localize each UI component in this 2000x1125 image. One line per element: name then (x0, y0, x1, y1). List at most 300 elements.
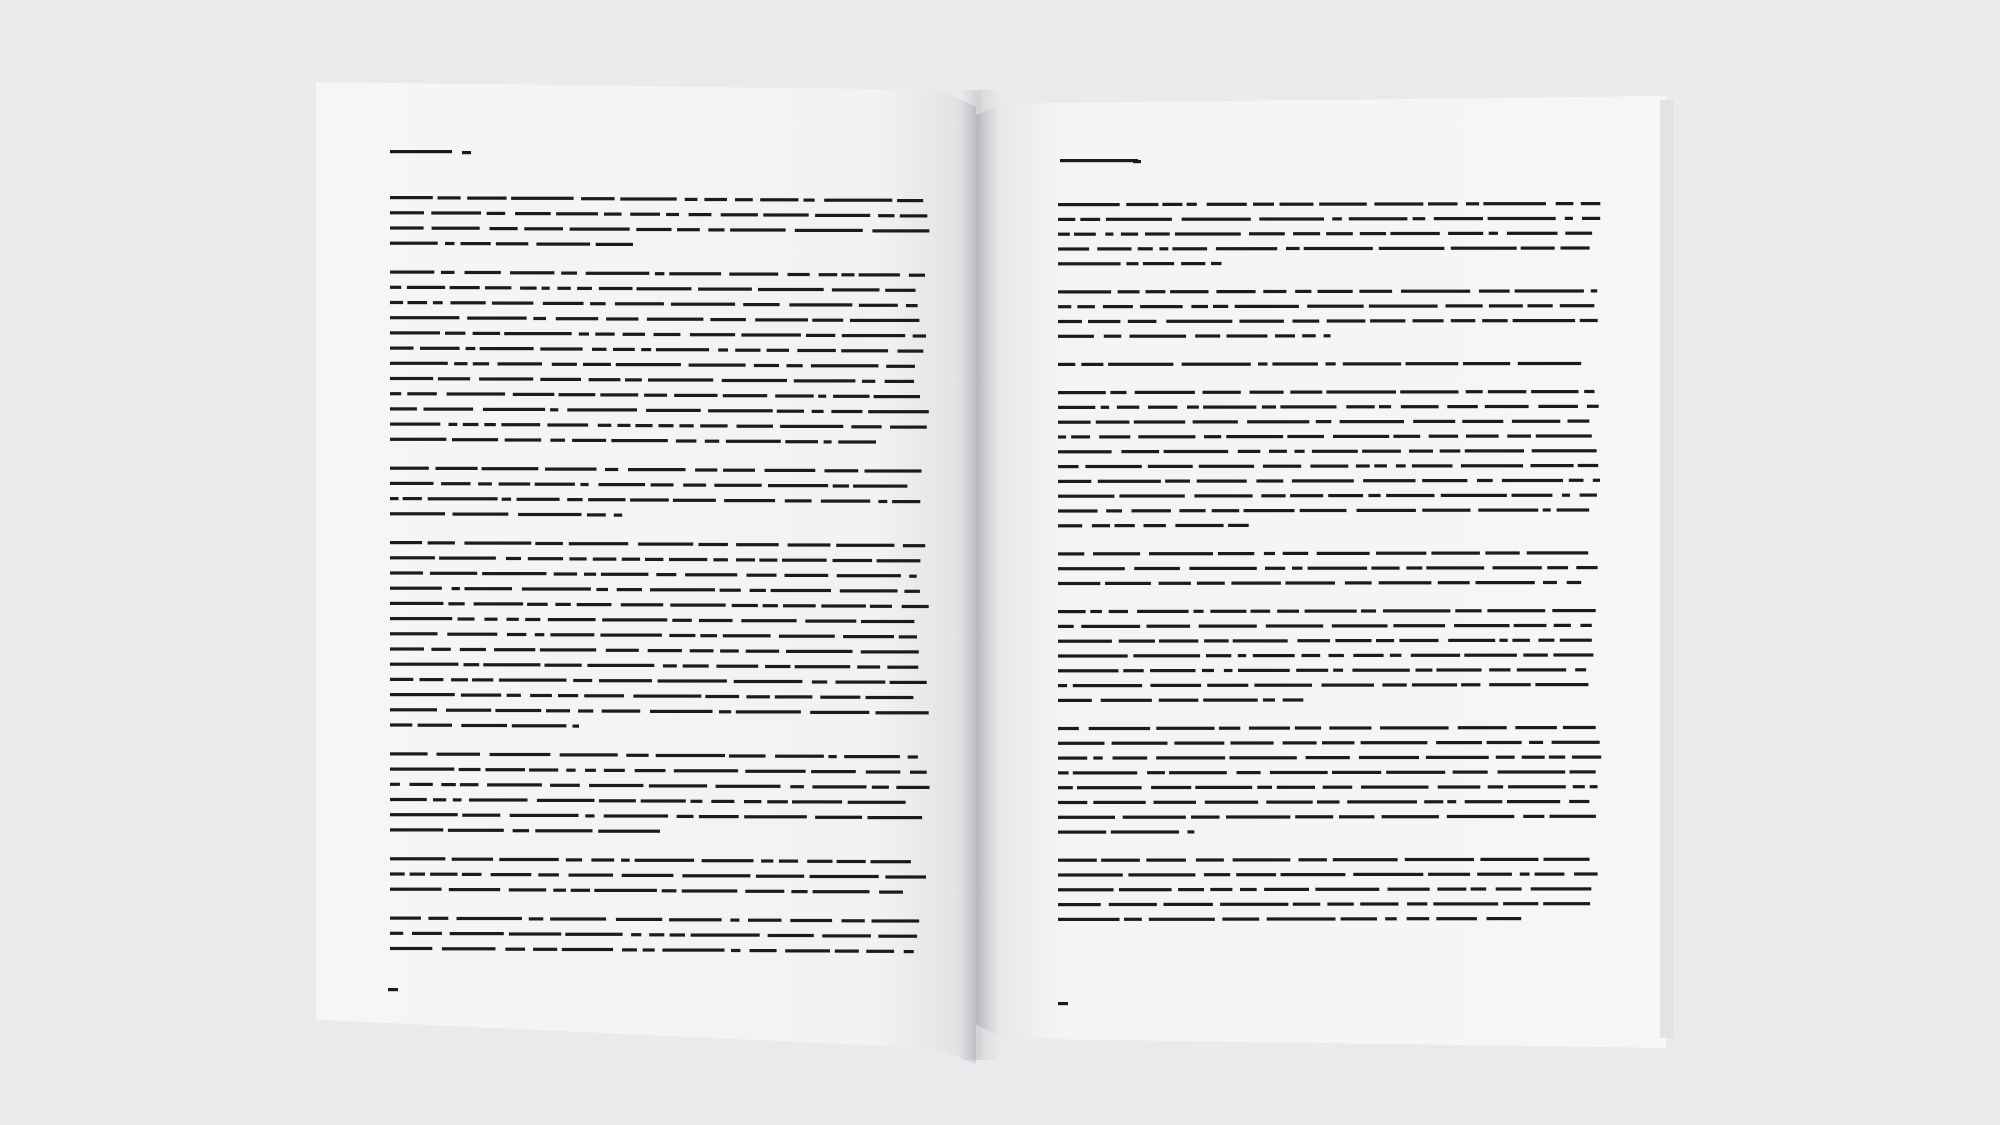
text-bar (635, 769, 666, 772)
text-bar (412, 932, 442, 935)
text-bar (487, 783, 542, 786)
text-bar (502, 498, 511, 501)
text-bar (390, 423, 440, 426)
text-bar (833, 395, 869, 398)
text-bar (671, 303, 735, 306)
text-bar (1341, 917, 1377, 920)
text-bar (1148, 465, 1193, 468)
text-bar (540, 378, 581, 381)
text-bar (1300, 509, 1347, 512)
text-bar (896, 786, 929, 789)
text-bar (1149, 552, 1213, 555)
text-bar (635, 424, 652, 427)
text-bar (862, 380, 875, 383)
text-bar (1227, 334, 1268, 337)
text-bar (1263, 290, 1286, 293)
text-bar (1339, 815, 1374, 818)
text-bar (1263, 465, 1301, 468)
text-bar (473, 362, 489, 365)
text-bar (1535, 873, 1565, 876)
text-bar (1226, 815, 1290, 818)
text-bar (483, 663, 540, 666)
text-bar (1582, 217, 1600, 220)
text-bar (507, 633, 526, 636)
text-bar (1527, 551, 1589, 554)
text-bar (433, 301, 443, 304)
text-bar (1593, 479, 1600, 482)
text-bar (669, 558, 707, 561)
text-bar (462, 814, 500, 817)
text-bar (775, 755, 824, 758)
text-bar (734, 680, 803, 683)
text-bar (1077, 305, 1095, 308)
text-bar (596, 243, 633, 246)
text-bar (1058, 699, 1092, 702)
text-bar (1329, 654, 1344, 657)
text-bar (586, 272, 650, 275)
text-bar (1290, 494, 1323, 497)
text-bar (633, 695, 701, 698)
text-bar (1174, 742, 1224, 745)
text-bar (1058, 567, 1125, 570)
text-bar (1226, 435, 1283, 438)
text-bar (844, 755, 900, 758)
text-bar (723, 469, 755, 472)
text-bar (1575, 668, 1586, 671)
text-bar (1517, 668, 1566, 671)
text-bar (1396, 464, 1406, 467)
text-bar (558, 694, 578, 697)
text-bar (1401, 405, 1439, 408)
text-bar (390, 708, 437, 711)
text-bar (484, 618, 497, 621)
text-bar (522, 587, 591, 590)
text-bar (1323, 786, 1353, 789)
text-bar (1058, 435, 1066, 438)
text-bar (465, 271, 501, 274)
text-bar (1058, 918, 1120, 921)
text-bar (1287, 435, 1324, 438)
text-bar (1374, 202, 1423, 205)
text-bar (677, 228, 700, 231)
text-bar (1253, 203, 1274, 206)
text-bar (1058, 610, 1086, 613)
text-bar (461, 694, 501, 697)
text-bar (622, 874, 674, 877)
text-bar (424, 408, 474, 411)
text-bar (1147, 625, 1191, 628)
text-bar (779, 860, 798, 863)
text-bar (1206, 654, 1231, 657)
text-bar (452, 438, 498, 441)
text-bar (1513, 319, 1576, 322)
text-bar (1390, 654, 1402, 657)
text-bar (745, 770, 805, 773)
text-bar (1480, 858, 1538, 861)
text-bar (587, 513, 606, 516)
text-bar (1563, 726, 1596, 729)
text-bar (1233, 858, 1291, 861)
text-bar (1295, 815, 1333, 818)
text-bar (859, 273, 900, 276)
text-bar (431, 648, 450, 651)
text-bar (1322, 684, 1375, 687)
text-bar (1453, 771, 1488, 774)
text-bar (1119, 888, 1172, 891)
text-bar (1292, 479, 1354, 482)
text-bar (433, 798, 446, 801)
text-bar (466, 347, 476, 350)
text-bar (390, 693, 455, 696)
text-bar (462, 873, 482, 876)
text-bar (872, 229, 929, 232)
text-bar (1379, 581, 1432, 584)
text-bar (490, 753, 551, 756)
text-bar (1458, 726, 1507, 729)
text-bar (1112, 742, 1168, 745)
text-bar (626, 754, 648, 757)
text-bar (1266, 624, 1323, 627)
text-bar (543, 302, 584, 305)
text-bar (1106, 218, 1172, 221)
text-bar (790, 785, 804, 788)
text-bar (1134, 567, 1180, 570)
text-bar (1502, 479, 1563, 482)
text-bar (1413, 319, 1444, 322)
text-bar (535, 542, 563, 545)
text-bar (736, 543, 779, 546)
text-bar (617, 588, 642, 591)
text-bar (595, 333, 614, 336)
text-bar (644, 394, 667, 397)
text-bar (1254, 684, 1312, 687)
text-bar (605, 468, 618, 471)
text-bar (859, 304, 898, 307)
text-bar (1105, 233, 1113, 236)
text-bar (1361, 741, 1428, 744)
text-bar (840, 589, 898, 592)
text-bar (1349, 217, 1408, 220)
text-bar (1058, 421, 1091, 424)
text-bar (1333, 669, 1343, 672)
text-bar (1123, 816, 1186, 819)
text-bar (390, 392, 401, 395)
text-bar (722, 379, 787, 382)
text-bar (1531, 390, 1578, 393)
text-bar (590, 302, 606, 305)
text-bar (390, 647, 424, 650)
text-bar (650, 710, 713, 713)
text-bar (449, 423, 458, 426)
text-bar (755, 318, 808, 321)
text-bar (1144, 524, 1166, 527)
text-bar (535, 829, 592, 832)
text-bar (677, 815, 694, 818)
text-bar (870, 605, 892, 608)
text-bar (767, 800, 788, 803)
text-bar (559, 393, 596, 396)
text-bar (614, 514, 622, 517)
text-bar (1406, 362, 1459, 365)
text-bar (763, 604, 778, 607)
text-bar (1487, 609, 1545, 612)
text-bar (758, 288, 824, 291)
text-bar (649, 933, 664, 936)
text-bar (909, 274, 925, 277)
text-bar (550, 439, 565, 442)
text-bar (1238, 654, 1246, 657)
text-bar (711, 800, 734, 803)
text-bar (810, 711, 869, 714)
text-bar (510, 814, 579, 817)
text-bar (1224, 669, 1233, 672)
text-bar (647, 318, 704, 321)
text-bar (611, 439, 667, 442)
text-bar (556, 317, 598, 320)
text-bar (432, 227, 480, 230)
text-bar (553, 889, 566, 892)
text-bar (1238, 450, 1261, 453)
text-bar (1317, 800, 1340, 803)
text-bar (572, 439, 606, 442)
text-bar (1290, 391, 1322, 394)
text-bar (1164, 903, 1213, 906)
text-bar (795, 665, 851, 668)
text-bar (689, 364, 746, 367)
text-bar (1477, 873, 1512, 876)
text-bar (1488, 390, 1526, 393)
text-bar (1587, 405, 1599, 408)
text-bar (1353, 654, 1383, 657)
text-bar (750, 949, 777, 952)
text-bar (842, 919, 865, 922)
text-bar (410, 873, 425, 876)
text-bar (461, 724, 507, 727)
text-bar (1335, 639, 1371, 642)
text-bar (775, 695, 813, 698)
text-bar (1081, 625, 1140, 628)
text-bar (1422, 479, 1467, 482)
text-bar (482, 467, 539, 470)
text-bar (1573, 785, 1585, 788)
text-bar (566, 858, 582, 861)
text-bar (1529, 741, 1543, 744)
text-bar (390, 556, 435, 559)
text-bar (879, 891, 903, 894)
text-bar (1352, 669, 1409, 672)
text-bar (1295, 450, 1305, 453)
text-bar (1471, 887, 1487, 890)
text-bar (841, 273, 854, 276)
text-bar (555, 603, 570, 606)
text-bar (785, 949, 830, 952)
text-bar (546, 709, 570, 712)
text-bar (658, 679, 727, 682)
text-bar (599, 799, 636, 802)
text-bar (1178, 888, 1204, 891)
text-bar (499, 679, 567, 682)
text-bar (1328, 494, 1363, 497)
text-bar (1104, 335, 1122, 338)
text-bar (1322, 741, 1354, 744)
text-bar (1262, 405, 1276, 408)
text-bar (1380, 726, 1449, 729)
text-bar (1073, 771, 1137, 774)
text-bar (747, 574, 777, 577)
text-bar (771, 589, 831, 592)
text-bar (1105, 582, 1151, 585)
text-bar (659, 424, 674, 427)
text-bar (641, 799, 686, 802)
text-bar (1096, 421, 1130, 424)
text-bar (1316, 420, 1332, 423)
text-bar (584, 573, 596, 576)
text-bar (1343, 362, 1401, 365)
text-bar (1329, 726, 1371, 729)
text-bar (408, 301, 428, 304)
text-bar (410, 783, 433, 786)
text-bar (812, 410, 824, 413)
text-bar (1332, 217, 1342, 220)
text-bar (1154, 801, 1197, 804)
text-bar (565, 933, 622, 936)
text-bar (1489, 668, 1510, 671)
text-bar (1498, 770, 1566, 773)
text-bar (638, 543, 693, 546)
text-bar (1326, 362, 1336, 365)
text-bar (542, 287, 550, 290)
text-bar (509, 932, 561, 935)
text-bar (581, 197, 615, 200)
text-bar (741, 333, 801, 336)
text-bar (1058, 363, 1075, 366)
text-bar (478, 482, 492, 485)
text-bar (807, 860, 832, 863)
text-bar (606, 317, 638, 320)
text-bar (1187, 406, 1199, 409)
text-bar (1140, 305, 1183, 308)
text-bar (872, 786, 889, 789)
text-bar (1433, 902, 1498, 905)
text-bar (651, 483, 674, 486)
text-bar (1552, 609, 1595, 612)
text-bar (1436, 917, 1477, 920)
text-bar (480, 347, 534, 350)
text-bar (540, 648, 596, 651)
text-bar (528, 557, 563, 560)
text-bar (1388, 888, 1430, 891)
text-bar (1570, 770, 1596, 773)
text-bar (550, 917, 606, 920)
text-bar (550, 408, 558, 411)
text-bar (483, 408, 545, 411)
text-bar (1536, 434, 1592, 437)
text-bar (656, 754, 725, 757)
text-bar (1554, 624, 1571, 627)
text-bar (441, 783, 456, 786)
text-bar (1169, 771, 1227, 774)
text-bar (1159, 247, 1168, 250)
text-bar (390, 872, 405, 875)
text-bar (904, 590, 920, 593)
text-bar (1109, 903, 1157, 906)
text-bar (890, 681, 927, 684)
text-bar (662, 949, 724, 952)
text-bar (1101, 699, 1152, 702)
text-bar (1370, 319, 1405, 322)
text-bar (1454, 624, 1509, 627)
text-bar (1496, 756, 1515, 759)
text-bar (1137, 610, 1189, 613)
text-bar (420, 347, 460, 350)
text-bar (1119, 494, 1184, 497)
text-bar (1431, 552, 1480, 555)
text-bar (1447, 815, 1515, 818)
text-bar (788, 273, 810, 276)
text-bar (538, 873, 559, 876)
text-bar (588, 498, 625, 501)
text-bar (1277, 786, 1315, 789)
text-bar (584, 694, 624, 697)
text-bar (682, 874, 750, 877)
text-bar (1466, 390, 1483, 393)
text-bar (1285, 581, 1335, 584)
text-bar (467, 197, 506, 200)
text-bar (1080, 218, 1100, 221)
page-number-bar (1058, 1002, 1068, 1005)
text-bar (1332, 771, 1381, 774)
text-bar (1247, 420, 1309, 423)
text-bar (1093, 552, 1140, 555)
text-bar (533, 948, 557, 951)
text-bar (545, 664, 582, 667)
text-bar (746, 695, 770, 698)
text-bar (1058, 320, 1082, 323)
text-bar (1210, 888, 1232, 891)
text-bar (1416, 669, 1433, 672)
text-bar (1438, 785, 1481, 788)
text-bar (505, 948, 525, 951)
text-bar (418, 724, 452, 727)
text-bar (631, 933, 641, 936)
text-bar (1552, 741, 1600, 744)
text-bar (535, 633, 545, 636)
text-bar (1451, 319, 1476, 322)
text-bar (524, 227, 563, 230)
text-bar (1182, 218, 1251, 221)
text-bar (628, 468, 686, 471)
text-bar (792, 800, 842, 803)
text-bar (1264, 552, 1275, 555)
text-bar (390, 482, 434, 485)
text-bar (714, 484, 761, 487)
text-bar (1368, 494, 1380, 497)
text-bar (1150, 684, 1201, 687)
text-bar (1485, 405, 1529, 408)
text-bar (504, 332, 572, 335)
text-bar (616, 918, 662, 921)
text-bar (1229, 756, 1296, 759)
text-bar (1376, 552, 1426, 555)
text-bar (1146, 290, 1166, 293)
text-bar (1318, 290, 1353, 293)
text-bar (1434, 217, 1483, 220)
text-bar (1412, 464, 1453, 467)
text-bar (679, 424, 693, 427)
text-bar (898, 350, 924, 353)
text-bar (865, 469, 922, 472)
text-bar (604, 769, 625, 772)
